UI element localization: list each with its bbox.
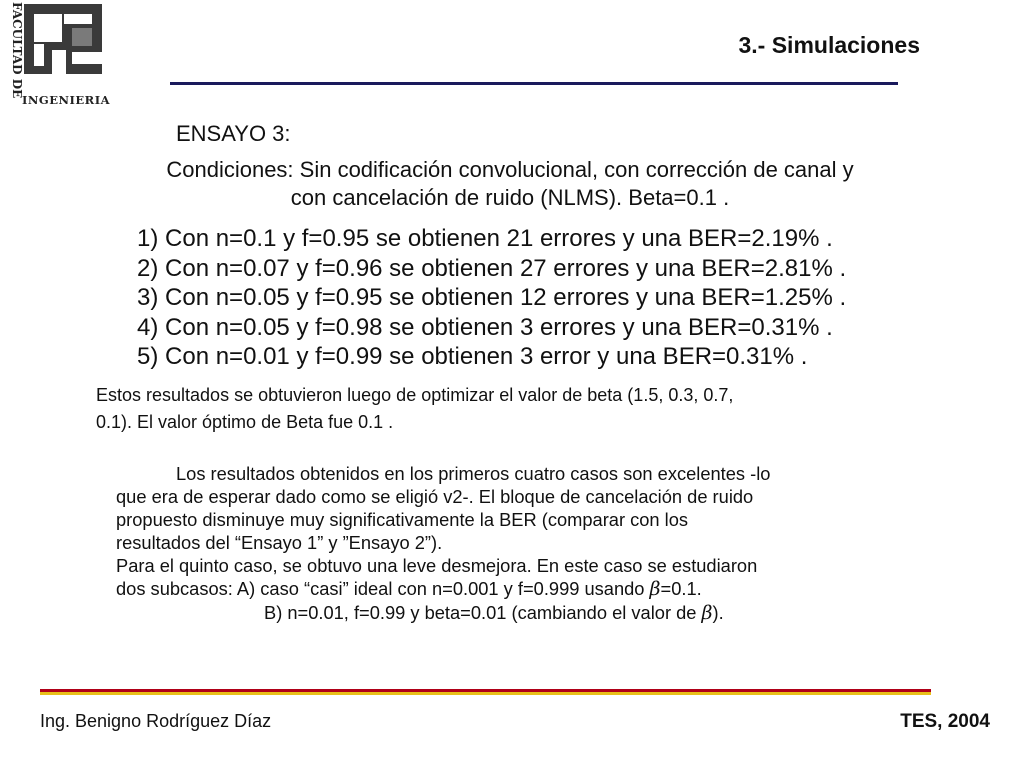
result-item: 5) Con n=0.01 y f=0.99 se obtienen 3 error y una BER=0.31% . <box>137 343 808 370</box>
subcase-b-end: ). <box>712 602 724 623</box>
subcase-a-text: dos subcasos: A) caso “casi” ideal con n=0.001 y f=0.999 usando <box>116 578 650 599</box>
conditions-text <box>90 156 930 212</box>
optimization-paragraph <box>96 382 916 436</box>
discussion-line: Los resultados obtenidos en los primeros cuatro casos son excelentes -lo <box>176 463 771 484</box>
discussion-line: Para el quinto caso, se obtuvo una leve desmejora. En este caso se estudiaron <box>116 555 758 576</box>
results-list <box>137 224 937 372</box>
title-underline <box>170 82 898 85</box>
conditions-line-1: Condiciones: Sin codificación convolucional, con corrección de canal y <box>166 157 854 182</box>
subcase-a-value: =0.1. <box>660 578 702 599</box>
discussion-line: resultados del “Ensayo 1” y ”Ensayo 2”). <box>116 532 443 553</box>
logo-vertical-text: FACULTAD DE <box>10 2 24 99</box>
footer-author: Ing. Benigno Rodríguez Díaz <box>40 711 272 731</box>
beta-symbol: β <box>701 602 713 624</box>
optimization-line-2: 0.1). El valor óptimo de Beta fue 0.1 . <box>96 412 394 432</box>
result-item: 3) Con n=0.05 y f=0.95 se obtienen 12 errores y una BER=1.25% . <box>137 284 847 311</box>
slide-title: 3.- Simulaciones <box>738 32 920 58</box>
faculty-logo-graphic <box>0 0 115 110</box>
discussion-line-subcase-b <box>116 601 916 625</box>
discussion-line: propuesto disminuye muy significativamente la BER (comparar con los <box>116 509 689 530</box>
test-label: ENSAYO 3: <box>176 121 291 146</box>
result-item: 1) Con n=0.1 y f=0.95 se obtienen 21 errores y una BER=2.19% . <box>137 225 833 252</box>
result-item: 2) Con n=0.07 y f=0.96 se obtienen 27 errores y una BER=2.81% . <box>137 254 847 282</box>
discussion-paragraph <box>116 462 916 625</box>
subcase-b-text: B) n=0.01, f=0.99 y beta=0.01 (cambiando el valor de <box>264 602 702 623</box>
optimization-line-1: Estos resultados se obtuvieron luego de optimizar el valor de beta (1.5, 0.3, 0.7, <box>96 385 734 405</box>
footer-course: TES, 2004 <box>900 711 990 732</box>
discussion-line-subcase-a <box>116 577 916 601</box>
result-item: 4) Con n=0.05 y f=0.98 se obtienen 3 errores y una BER=0.31% . <box>137 313 833 341</box>
footer-rule-yellow <box>40 692 931 695</box>
discussion-line: que era de esperar dado como se eligió v2-. El bloque de cancelación de ruido <box>116 486 754 507</box>
logo-horizontal-text: INGENIERIA <box>22 93 110 107</box>
beta-symbol: β <box>649 578 661 600</box>
faculty-logo <box>0 0 115 110</box>
conditions-line-2: con cancelación de ruido (NLMS). Beta=0.1 . <box>290 185 730 210</box>
